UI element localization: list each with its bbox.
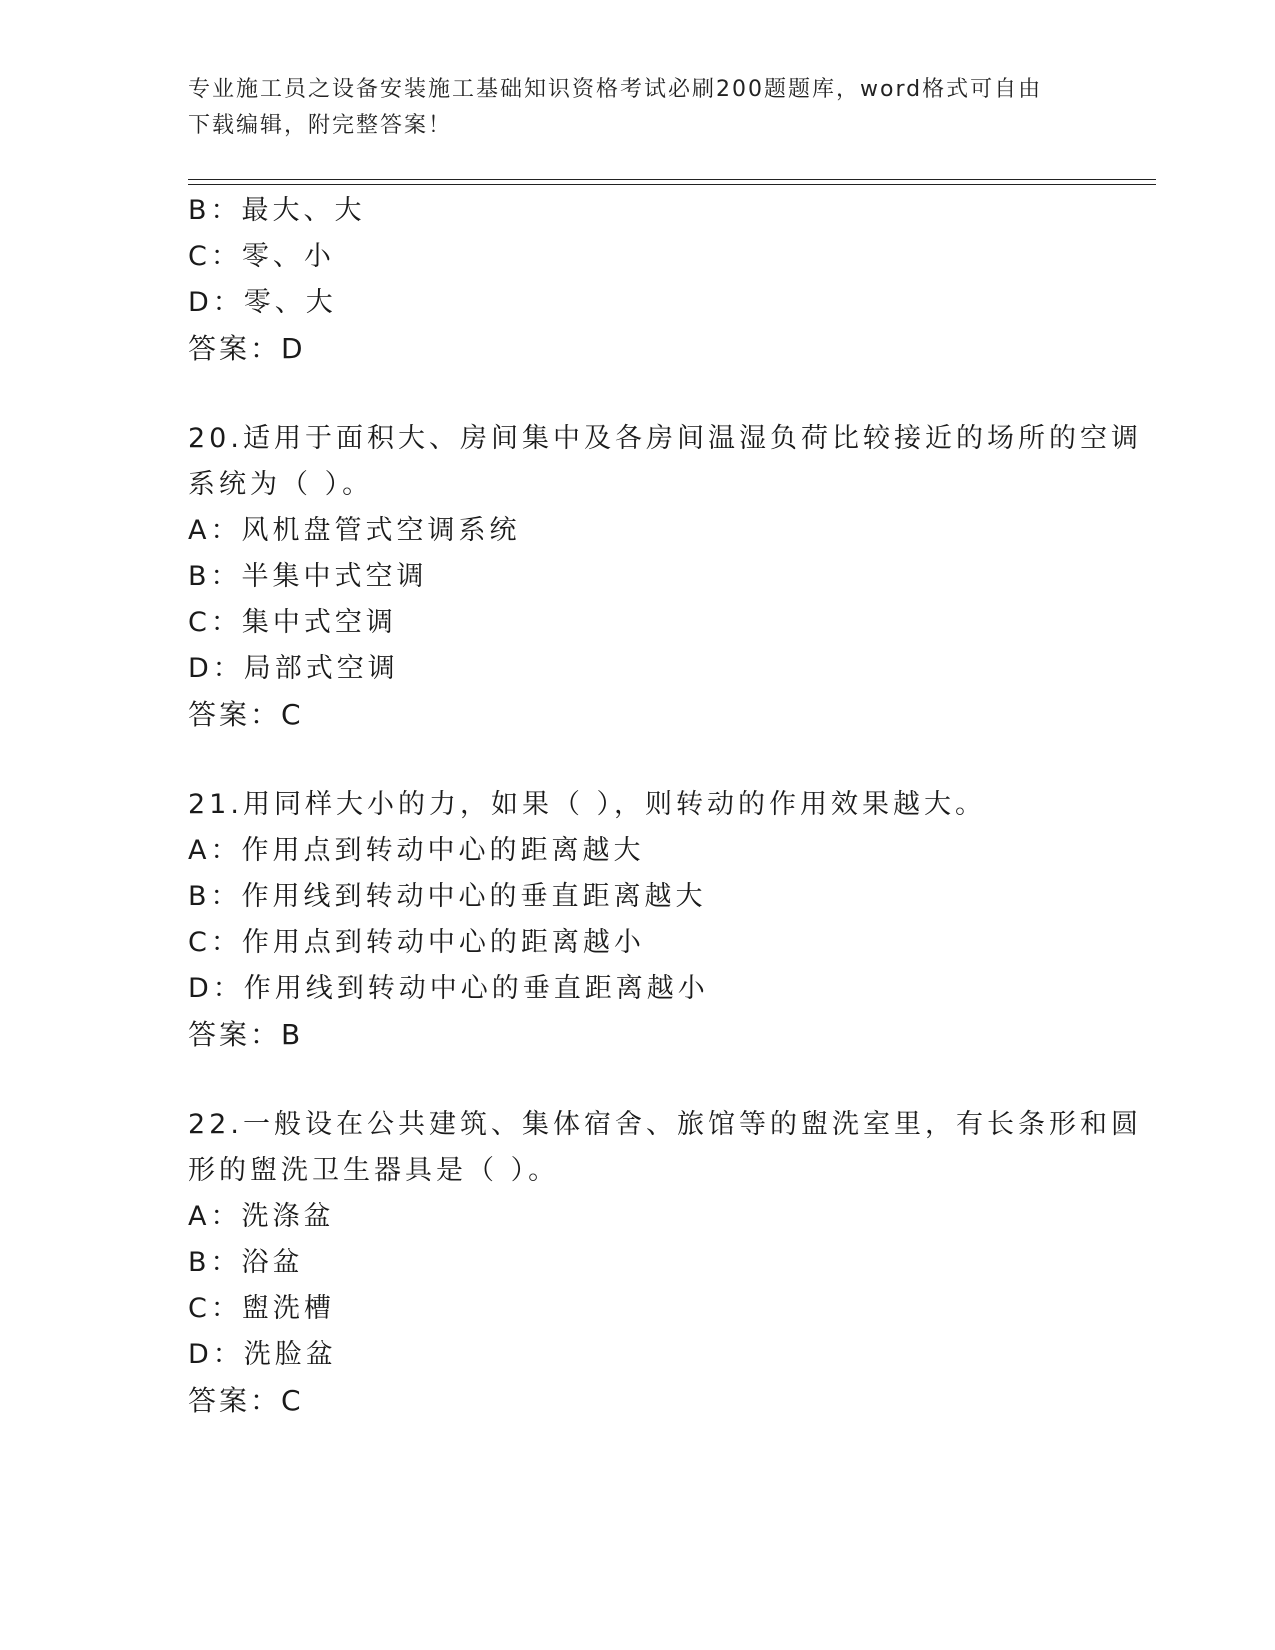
option-c: C：盥洗槽 xyxy=(188,1293,335,1324)
option-c: C：零、小 xyxy=(188,241,335,272)
option-a: A：作用点到转动中心的距离越大 xyxy=(188,835,645,866)
question-22-block xyxy=(188,1102,1142,1424)
answer-label: 答案：C xyxy=(188,1384,304,1417)
document-header xyxy=(188,72,1078,144)
option-a: A：洗涤盆 xyxy=(188,1201,335,1232)
question-21-block xyxy=(188,782,1088,1058)
answer-label: 答案：D xyxy=(188,332,306,365)
header-line-1: 专业施工员之设备安装施工基础知识资格考试必刷200题题库，word格式可自由 xyxy=(188,77,1043,102)
option-c: C：作用点到转动中心的距离越小 xyxy=(188,927,645,958)
answer-label: 答案：B xyxy=(188,1018,304,1051)
question-stem-line-1: 21.用同样大小的力，如果（ ），则转动的作用效果越大。 xyxy=(188,789,987,820)
question-20-block xyxy=(188,416,1142,738)
question-stem-line-2: 系统为（ ）。 xyxy=(188,469,374,500)
option-b: B：浴盆 xyxy=(188,1247,304,1278)
header-divider-top xyxy=(188,179,1156,180)
spacer xyxy=(188,738,1088,782)
question-stem-line-2: 形的盥洗卫生器具是（ ）。 xyxy=(188,1155,560,1186)
spacer xyxy=(188,1058,1088,1102)
question-19-block xyxy=(188,188,1088,372)
option-d: D：零、大 xyxy=(188,287,337,318)
option-d: D：作用线到转动中心的垂直距离越小 xyxy=(188,973,709,1004)
spacer xyxy=(188,372,1088,416)
option-b: B：半集中式空调 xyxy=(188,561,428,592)
option-c: C：集中式空调 xyxy=(188,607,397,638)
question-list xyxy=(188,188,1142,1424)
header-divider-bottom xyxy=(188,184,1156,185)
option-b: B：最大、大 xyxy=(188,195,366,226)
option-d: D：局部式空调 xyxy=(188,653,399,684)
option-b: B：作用线到转动中心的垂直距离越大 xyxy=(188,881,707,912)
header-line-2: 下载编辑，附完整答案！ xyxy=(188,113,453,138)
question-stem-line-1: 20.适用于面积大、房间集中及各房间温湿负荷比较接近的场所的空调 xyxy=(188,423,1142,454)
option-a: A：风机盘管式空调系统 xyxy=(188,515,521,546)
answer-label: 答案：C xyxy=(188,698,304,731)
option-d: D：洗脸盆 xyxy=(188,1339,337,1370)
question-stem-line-1: 22.一般设在公共建筑、集体宿舍、旅馆等的盥洗室里，有长条形和圆 xyxy=(188,1109,1142,1140)
